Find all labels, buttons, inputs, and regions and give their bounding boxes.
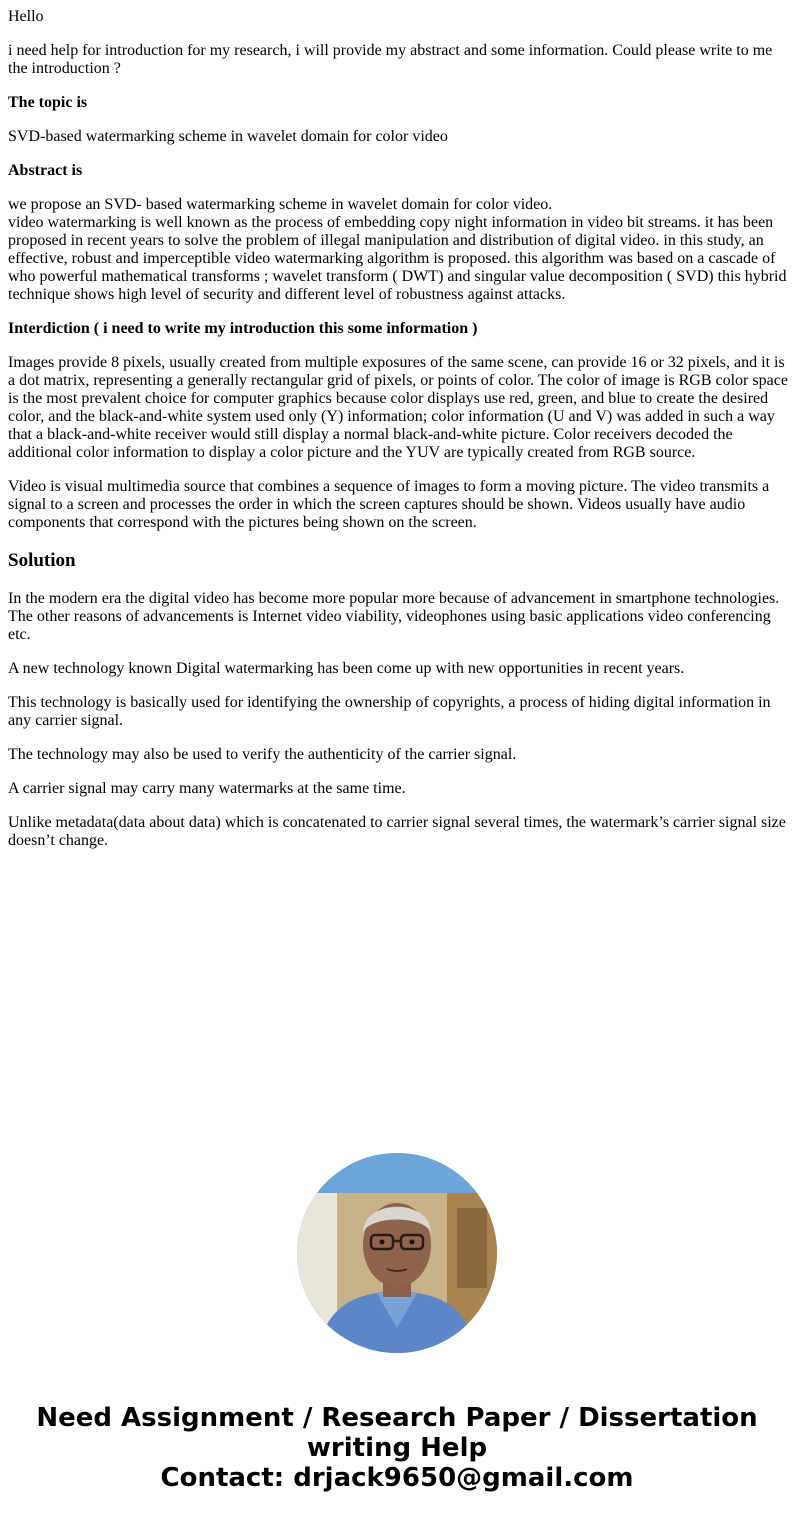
footer-line-1: Need Assignment / Research Paper / Dissertation [36,1403,758,1433]
footer-line-2: writing Help [306,1433,488,1463]
solution-paragraph-5: A carrier signal may carry many watermarks at the same time. [8,780,406,797]
topic-heading: The topic is [8,94,88,111]
intro-heading: Interdiction ( i need to write my introduction this some information ) [8,320,478,337]
request-text: i need help for introduction for my research, i will provide my abstract and some information. Could please write to me the introduction ? [8,42,773,77]
footer-banner [0,1403,794,1493]
person-photo-icon [297,1153,497,1353]
greeting: Hello [8,8,44,25]
footer-contact: Contact: drjack9650@gmail.com [160,1463,634,1493]
solution-paragraph-3: This technology is basically used for identifying the ownership of copyrights, a process of hiding digital information in any carrier signal. [8,694,771,729]
solution-paragraph-4: The technology may also be used to verify the authenticity of the carrier signal. [8,746,517,763]
abstract-line-2: video watermarking is well known as the process of embedding copy night information in video bit streams. it has been proposed in recent years to solve the problem of illegal manipulation and distribution of digital video. in this study, an effective, robust and imperceptible video watermarking algorithm is proposed. this algorithm was based on a cascade of who powerful mathematical transforms ; wavelet transform ( DWT) and singular value decomposition ( SVD) this hybrid technique shows high level of security and different level of robustness against attacks. [8,214,787,303]
intro-paragraph-2: Video is visual multimedia source that combines a sequence of images to form a moving picture. The video transmits a signal to a screen and processes the order in which the screen captures should be shown. Videos usually have audio components that correspond with the pictures being shown on the screen. [8,478,770,531]
solution-paragraph-1: In the modern era the digital video has become more popular more because of advancement in smartphone technologies. The other reasons of advancements is Internet video viability, videophones using basic applications video conferencing etc. [8,590,780,643]
abstract-heading: Abstract is [8,162,83,179]
avatar-illustration [297,1153,497,1353]
topic-text: SVD-based watermarking scheme in wavelet domain for color video [8,128,448,145]
post-content [8,0,788,866]
solution-paragraph-6: Unlike metadata(data about data) which is concatenated to carrier signal several times, the watermark’s carrier signal size doesn’t change. [8,814,786,849]
intro-paragraph-1: Images provide 8 pixels, usually created from multiple exposures of the same scene, can provide 16 or 32 pixels, and it is a dot matrix, representing a generally rectangular grid of pixels, or points of color. The color of image is RGB color space is the most prevalent choice for computer graphics because color displays use red, green, and blue to create the desired color, and the black-and-white system used only (Y) information; color information (U and V) was added in such a way that a black-and-white receiver would still display a normal black-and-white picture. Color receivers decoded the additional color information to display a color picture and the YUV are typically created from RGB source. [8,354,788,461]
abstract-text [8,196,788,304]
abstract-line-1: we propose an SVD- based watermarking scheme in wavelet domain for color video. [8,196,553,213]
solution-heading: Solution [8,550,76,571]
solution-paragraph-2: A new technology known Digital watermarking has been come up with new opportunities in recent years. [8,660,685,677]
